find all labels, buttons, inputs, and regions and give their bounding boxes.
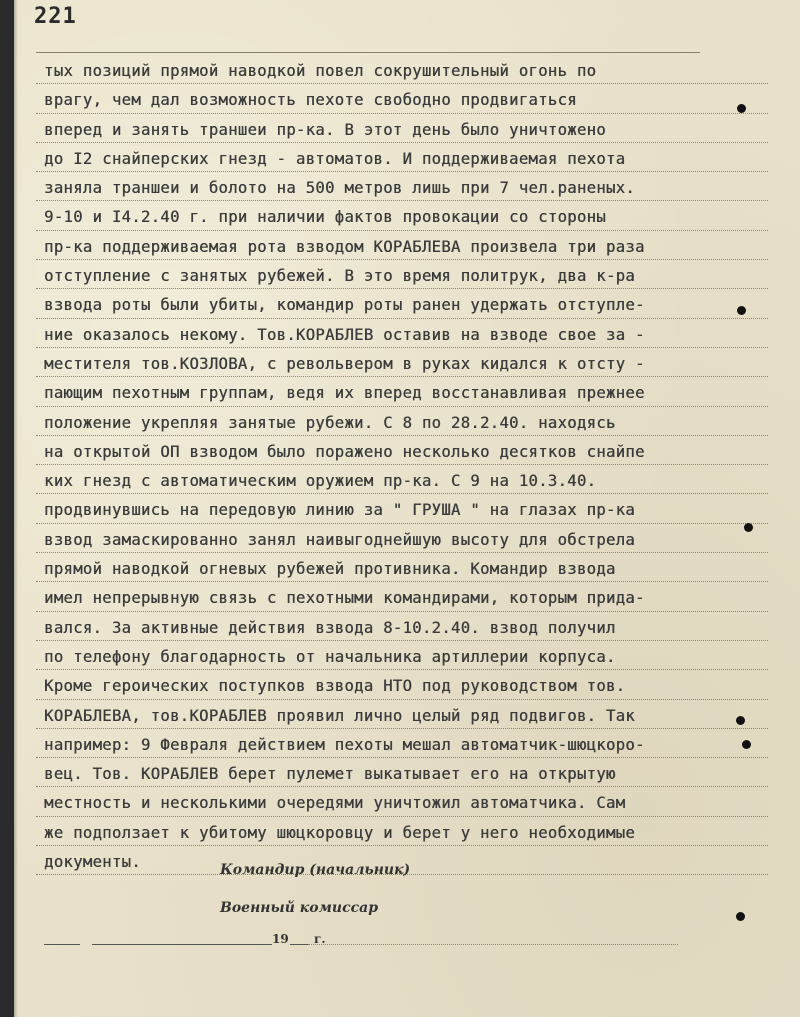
binder-hole (736, 912, 745, 921)
text-line: пр-ка поддерживаемая рота взводом КОРАБЛЕВА произвела три раза (44, 234, 734, 263)
text-line: ких гнезд с автоматическим оружием пр-ка. С 9 на 10.3.40. (44, 468, 734, 497)
text-line: прямой наводкой огневых рубежей противника. Командир взвода (44, 556, 734, 585)
text-line: Кроме героических поступков взвода НТО под руководством тов. (44, 673, 734, 702)
text-line: взвод замаскированно занял наивыгоднейшую высоту для обстрела (44, 527, 734, 556)
date-year-suffix: г. (314, 932, 326, 946)
text-line: тых позиций прямой наводкой повел сокрушительный огонь по (44, 58, 734, 87)
text-line: вец. Тов. КОРАБЛЕВ берет пулемет выкатывает его на открытую (44, 761, 734, 790)
document-page (14, 0, 800, 1017)
binder-hole (744, 523, 753, 532)
typed-text-body (44, 58, 734, 878)
date-line (44, 932, 344, 948)
text-line: документы. (44, 849, 734, 878)
text-line: продвинувшись на передовую линию за " ГРУША " на глазах пр-ка (44, 497, 734, 526)
text-line: например: 9 Февраля действием пехоты мешал автоматчик-шюцкоро- (44, 732, 734, 761)
text-line: отступление с занятых рубежей. В это время политрук, два к-ра (44, 263, 734, 292)
text-line: ние оказалось некому. Тов.КОРАБЛЕВ оставив на взводе свое за - (44, 322, 734, 351)
text-line: имел непрерывную связь с пехотными командирами, которым прида- (44, 585, 734, 614)
text-line: местителя тов.КОЗЛОВА, с револьвером в руках кидался к отсту - (44, 351, 734, 380)
text-line: пающим пехотным группам, ведя их вперед восстанавливая прежнее (44, 380, 734, 409)
page-number: 221 (34, 4, 77, 29)
date-blank-month (92, 944, 272, 945)
binder-hole (737, 306, 746, 315)
text-line: по телефону благодарность от начальника артиллерии корпуса. (44, 644, 734, 673)
text-line: КОРАБЛЕВА, тов.КОРАБЛЕВ проявил лично целый ряд подвигов. Так (44, 703, 734, 732)
text-line: положение укрепляя занятые рубежи. С 8 по 28.2.40. находясь (44, 410, 734, 439)
text-line: до I2 снайперских гнезд - автоматов. И поддерживаемая пехота (44, 146, 734, 175)
binder-hole (737, 104, 746, 113)
text-line: на открытой ОП взводом было поражено несколько десятков снайпе (44, 439, 734, 468)
date-blank-day (44, 944, 80, 945)
text-line: местность и несколькими очередями уничтожил автоматчика. Сам (44, 790, 734, 819)
text-line: взвода роты были убиты, командир роты ранен удержать отступле- (44, 292, 734, 321)
text-line: же подползает к убитому шюцкоровцу и берет у него необходимые (44, 820, 734, 849)
commissar-label: Военный комиссар (220, 900, 378, 916)
binder-hole (736, 716, 745, 725)
text-line: заняла траншеи и болото на 500 метров лишь при 7 чел.раненых. (44, 175, 734, 204)
text-line: врагу, чем дал возможность пехоте свободно продвигаться (44, 87, 734, 116)
text-line: вперед и занять траншеи пр-ка. В этот день было уничтожено (44, 117, 734, 146)
top-rule (36, 52, 700, 53)
binder-hole (742, 740, 751, 749)
date-year-prefix: 19 (272, 932, 289, 946)
text-line: вался. За активные действия взвода 8-10.2.40. взвод получил (44, 615, 734, 644)
commander-label: Командир (начальник) (220, 862, 411, 878)
text-line: 9-10 и I4.2.40 г. при наличии фактов провокации со стороны (44, 204, 734, 233)
page-edge-shadow (14, 0, 18, 1017)
bottom-rule (308, 944, 678, 945)
date-blank-year (290, 944, 310, 945)
